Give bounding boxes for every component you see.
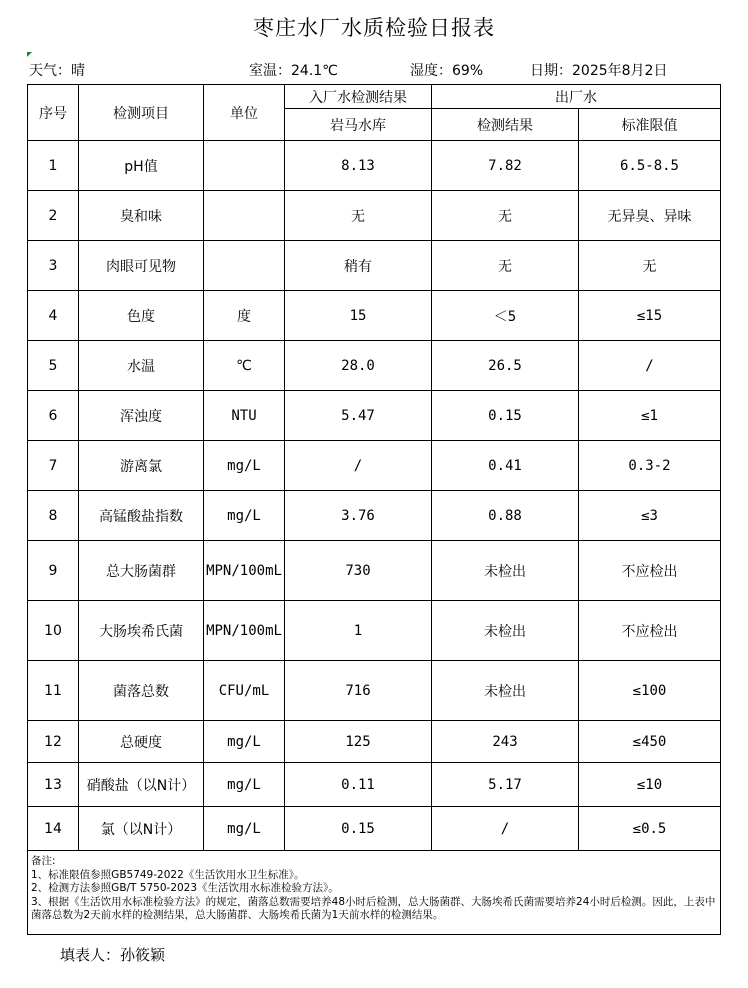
row-limit: ≤10 <box>579 763 721 807</box>
report-title: 枣庄水厂水质检验日报表 <box>253 16 495 40</box>
row-inlet: 8.13 <box>285 141 432 191</box>
row-limit: ≤1 <box>579 391 721 441</box>
row-inlet: 0.15 <box>285 807 432 851</box>
row-inlet: 15 <box>285 291 432 341</box>
row-outlet: 7.82 <box>432 141 579 191</box>
table-row <box>28 807 721 851</box>
row-unit: mg/L <box>204 807 285 851</box>
row-limit: 不应检出 <box>579 601 721 661</box>
row-seq: 7 <box>28 441 79 491</box>
row-item: 总大肠菌群 <box>79 541 204 601</box>
header-outlet-group: 出厂水 <box>432 85 721 109</box>
row-inlet: 716 <box>285 661 432 721</box>
table-row <box>28 763 721 807</box>
row-limit: 0.3-2 <box>579 441 721 491</box>
row-unit: NTU <box>204 391 285 441</box>
table-row <box>28 291 721 341</box>
row-inlet: / <box>285 441 432 491</box>
table-row <box>28 341 721 391</box>
table-row <box>28 441 721 491</box>
row-unit: MPN/100mL <box>204 541 285 601</box>
row-limit: 6.5-8.5 <box>579 141 721 191</box>
row-outlet: 无 <box>432 241 579 291</box>
table-row <box>28 141 721 191</box>
notes-cell <box>28 851 721 935</box>
row-outlet: 243 <box>432 721 579 763</box>
row-limit: ≤3 <box>579 491 721 541</box>
row-seq: 8 <box>28 491 79 541</box>
row-limit: ≤450 <box>579 721 721 763</box>
row-item: 色度 <box>79 291 204 341</box>
row-outlet: 未检出 <box>432 541 579 601</box>
header-item: 检测项目 <box>79 85 204 141</box>
row-unit: mg/L <box>204 763 285 807</box>
row-outlet: 未检出 <box>432 601 579 661</box>
row-outlet: 无 <box>432 191 579 241</box>
row-unit: mg/L <box>204 491 285 541</box>
row-unit <box>204 191 285 241</box>
row-unit: CFU/mL <box>204 661 285 721</box>
row-outlet: 5.17 <box>432 763 579 807</box>
cell-comment-marker <box>27 52 32 57</box>
row-outlet: 0.15 <box>432 391 579 441</box>
row-limit: / <box>579 341 721 391</box>
row-item: 总硬度 <box>79 721 204 763</box>
row-item: 高锰酸盐指数 <box>79 491 204 541</box>
note-line: 1、标准限值参照GB5749-2022《生活饮用水卫生标准》。 <box>31 868 305 881</box>
table-row <box>28 241 721 291</box>
row-unit: MPN/100mL <box>204 601 285 661</box>
row-item: 硝酸盐（以N计） <box>79 763 204 807</box>
row-item: 水温 <box>79 341 204 391</box>
row-item: 氯（以N计） <box>79 807 204 851</box>
row-outlet: / <box>432 807 579 851</box>
table-row <box>28 491 721 541</box>
water-quality-table <box>27 84 721 935</box>
row-seq: 9 <box>28 541 79 601</box>
row-inlet: 730 <box>285 541 432 601</box>
header-unit: 单位 <box>204 85 285 141</box>
humidity-info: 湿度：69% <box>410 63 484 79</box>
row-limit: ≤100 <box>579 661 721 721</box>
row-inlet: 无 <box>285 191 432 241</box>
notes-heading: 备注: <box>31 855 56 867</box>
row-unit: mg/L <box>204 721 285 763</box>
row-inlet: 1 <box>285 601 432 661</box>
row-unit: 度 <box>204 291 285 341</box>
row-item: 大肠埃希氏菌 <box>79 601 204 661</box>
notes-row <box>28 851 721 935</box>
table-row <box>28 661 721 721</box>
row-seq: 2 <box>28 191 79 241</box>
note-line: 3、根据《生活饮用水标准检验方法》的规定，菌落总数需要培养48小时后检测，总大肠菌群、大肠埃希氏菌需要培养24小时后检测。因此，上表中菌落总数为2天前水样的检测结果，总大肠菌群、大肠埃希氏菌为1天前水样的检测结果。 <box>31 895 716 921</box>
row-seq: 14 <box>28 807 79 851</box>
row-seq: 1 <box>28 141 79 191</box>
table-row <box>28 601 721 661</box>
row-outlet: 0.88 <box>432 491 579 541</box>
row-seq: 12 <box>28 721 79 763</box>
row-seq: 10 <box>28 601 79 661</box>
row-inlet: 0.11 <box>285 763 432 807</box>
row-item: 臭和味 <box>79 191 204 241</box>
row-item: 游离氯 <box>79 441 204 491</box>
row-unit: ℃ <box>204 341 285 391</box>
header-inlet-group: 入厂水检测结果 <box>285 85 432 109</box>
row-seq: 5 <box>28 341 79 391</box>
row-unit <box>204 141 285 191</box>
table-row <box>28 721 721 763</box>
table-row <box>28 191 721 241</box>
header-outlet-limit: 标准限值 <box>579 109 721 141</box>
row-outlet: 0.41 <box>432 441 579 491</box>
row-item: 肉眼可见物 <box>79 241 204 291</box>
row-seq: 4 <box>28 291 79 341</box>
row-limit: ≤0.5 <box>579 807 721 851</box>
filler-signature: 填表人：孙筱颖 <box>60 946 166 964</box>
row-unit <box>204 241 285 291</box>
row-inlet: 3.76 <box>285 491 432 541</box>
header-outlet-result: 检测结果 <box>432 109 579 141</box>
note-line: 2、检测方法参照GB/T 5750-2023《生活饮用水标准检验方法》。 <box>31 882 339 894</box>
row-limit: ≤15 <box>579 291 721 341</box>
row-item: 浑浊度 <box>79 391 204 441</box>
row-outlet: 未检出 <box>432 661 579 721</box>
table-row <box>28 541 721 601</box>
row-inlet: 稍有 <box>285 241 432 291</box>
table-row <box>28 391 721 441</box>
row-outlet: ＜5 <box>432 291 579 341</box>
row-inlet: 28.0 <box>285 341 432 391</box>
row-unit: mg/L <box>204 441 285 491</box>
date-info: 日期：2025年8月2日 <box>530 63 668 79</box>
row-limit: 不应检出 <box>579 541 721 601</box>
row-seq: 11 <box>28 661 79 721</box>
room-temp-info: 室温：24.1℃ <box>249 63 338 79</box>
row-limit: 无异臭、异味 <box>579 191 721 241</box>
row-outlet: 26.5 <box>432 341 579 391</box>
row-inlet: 125 <box>285 721 432 763</box>
row-seq: 3 <box>28 241 79 291</box>
header-seq: 序号 <box>28 85 79 141</box>
row-inlet: 5.47 <box>285 391 432 441</box>
row-item: pH值 <box>79 141 204 191</box>
row-seq: 13 <box>28 763 79 807</box>
row-item: 菌落总数 <box>79 661 204 721</box>
row-seq: 6 <box>28 391 79 441</box>
header-inlet-source: 岩马水库 <box>285 109 432 141</box>
weather-info: 天气：晴 <box>29 63 85 79</box>
row-limit: 无 <box>579 241 721 291</box>
